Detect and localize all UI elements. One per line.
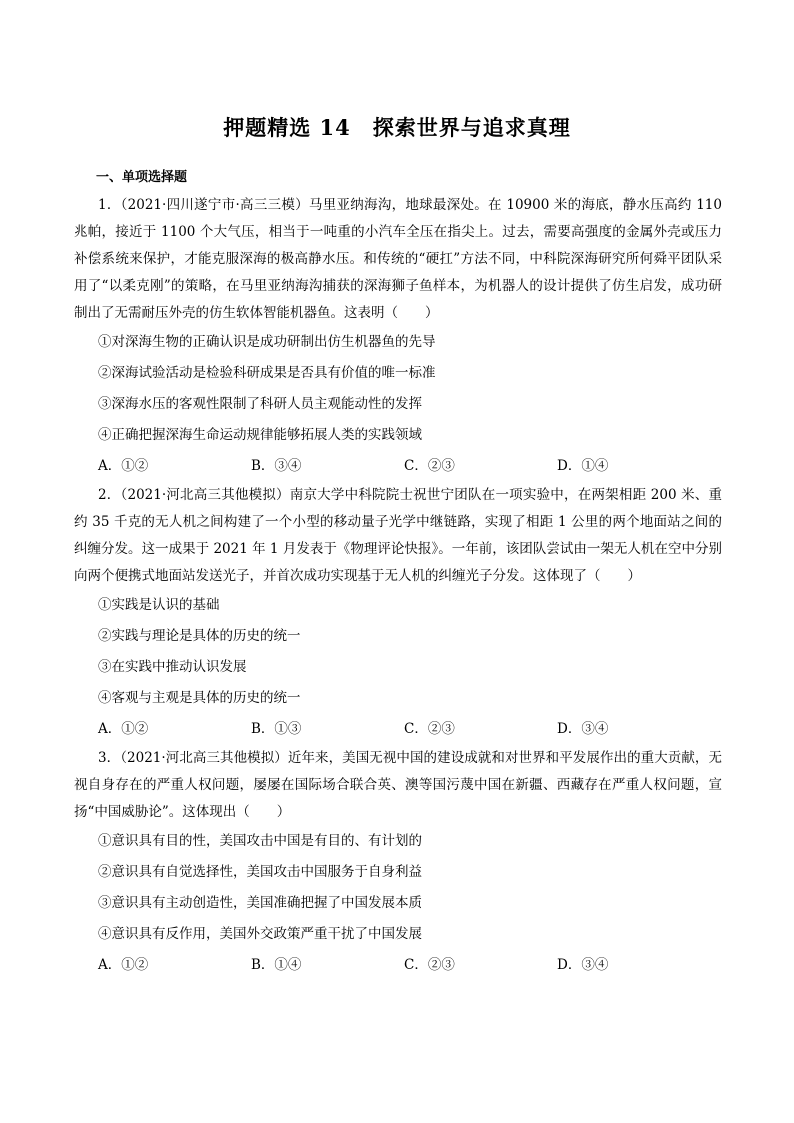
question-option: ④客观与主观是具体的历史的统一: [98, 690, 301, 706]
question-list: [74, 192, 722, 981]
answer-choice-a: A．①②: [98, 721, 149, 737]
question-option: ②实践与理论是具体的历史的统一: [98, 628, 301, 644]
question-1: [74, 192, 722, 482]
answer-choice-a: A．①②: [98, 957, 149, 973]
question-option: ①意识具有目的性，美国攻击中国是有目的、有计划的: [98, 833, 422, 849]
question-option: ②深海试验活动是检验科研成果是否具有价值的唯一标准: [98, 365, 436, 381]
question-option: ④意识具有反作用，美国外交政策严重干扰了中国发展: [98, 926, 422, 942]
answer-choice-c: C．②③: [404, 721, 455, 737]
answer-choice-c: C．②③: [404, 458, 455, 474]
answer-choice-c: C．②③: [404, 957, 455, 973]
answer-choices: [74, 950, 722, 981]
answer-choice-b: B．①③: [251, 721, 302, 737]
answer-choice-d: D．③④: [557, 957, 609, 973]
answer-choice-d: D．③④: [557, 721, 609, 737]
section-heading: 一、单项选择题: [96, 170, 188, 185]
question-option: ①实践是认识的基础: [98, 597, 220, 613]
question-option: ③意识具有主动创造性，美国准确把握了中国发展本质: [98, 895, 422, 911]
question-option: ①对深海生物的正确认识是成功研制出仿生机器鱼的先导: [98, 334, 436, 350]
page-title: 押题精选 14 探索世界与追求真理: [223, 115, 571, 140]
question-option: ④正确把握深海生命运动规律能够拓展人类的实践领域: [98, 427, 422, 443]
answer-choice-b: B．①④: [251, 957, 302, 973]
answer-choices: [74, 714, 722, 745]
answer-choice-d: D．①④: [557, 458, 609, 474]
question-option: ③在实践中推动认识发展: [98, 659, 247, 675]
question-3: [74, 745, 722, 981]
answer-choice-b: B．③④: [251, 458, 302, 474]
question-stem: 1．（2021·四川遂宁市·高三三模）马里亚纳海沟，地球最深处。在 10900 米的海底，静水压高约 110 兆帕，接近于 1100 个大气压，相当于一吨重的小汽车全压在指尖上。过去，需要高强度的金属外壳或压力补偿系统来保护，才能克服深海的极高静水压。和传统的“硬扛”方法不同，中科院深海研究所何舜平团队采用了“以柔克刚”的策略，在马里亚纳海沟捕获的深海狮子鱼样本，为机器人的设计提供了仿生启发，成功研制出了无需耐压外壳的仿生软体智能机器鱼。这表明（ ）: [74, 197, 722, 321]
answer-choice-a: A．①②: [98, 458, 149, 474]
answer-choices: [74, 451, 722, 482]
question-option: ③深海水压的客观性限制了科研人员主观能动性的发挥: [98, 396, 422, 412]
question-2: [74, 482, 722, 745]
question-option: ②意识具有自觉选择性，美国攻击中国服务于自身利益: [98, 864, 422, 880]
question-stem: 3．（2021·河北高三其他模拟）近年来，美国无视中国的建设成就和对世界和平发展作出的重大贡献，无视自身存在的严重人权问题，屡屡在国际场合联合英、澳等国污蔑中国在新疆、西藏存在严重人权问题，宣扬“中国威胁论”。这体现出（ ）: [74, 750, 722, 820]
question-stem: 2．（2021·河北高三其他模拟）南京大学中科院院士祝世宁团队在一项实验中，在两架相距 200 米、重约 35 千克的无人机之间构建了一个小型的移动量子光学中继链路，实现了相距 1 公里的两个地面站之间的纠缠分发。这一成果于 2021 年 1 月发表于《物理评论快报》。一年前，该团队尝试由一架无人机在空中分别向两个便携式地面站发送光子，并首次成功实现基于无人机的纠缠光子分发。这体现了（ ）: [74, 487, 722, 584]
